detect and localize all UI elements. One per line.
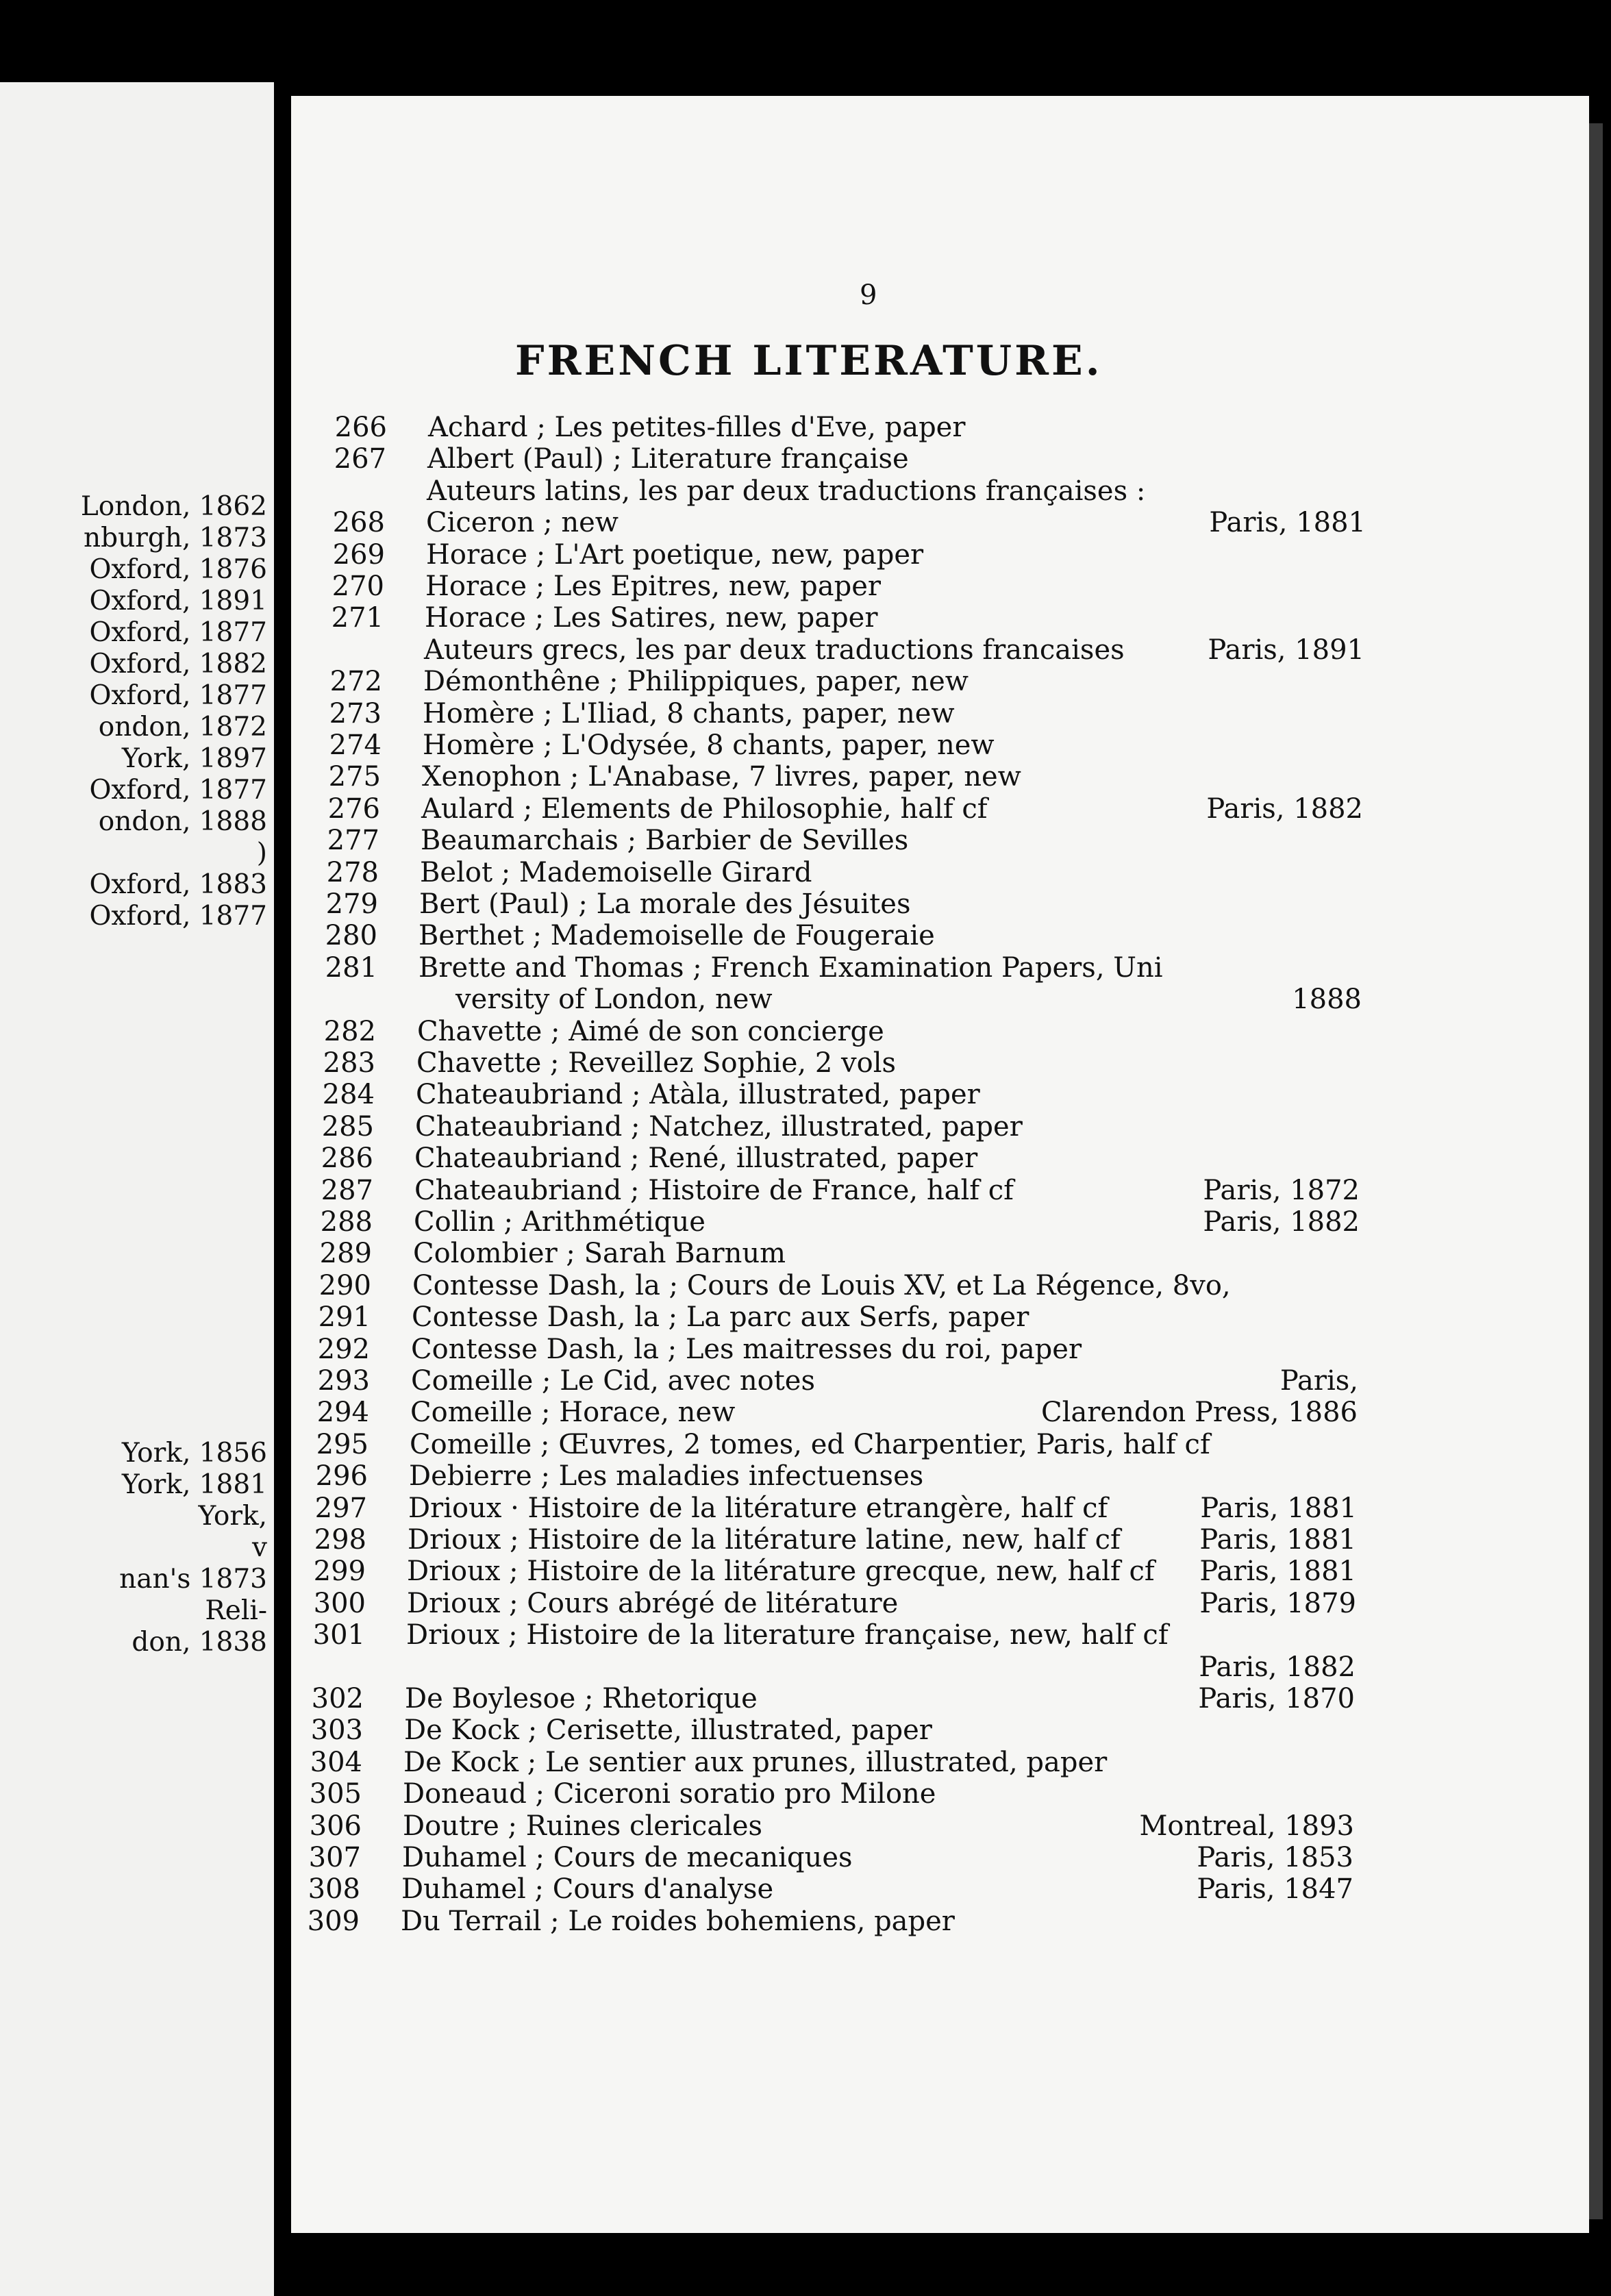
entry-publication: Paris, 1853 <box>1197 1842 1353 1873</box>
previous-page-line: London, 1862 <box>80 491 267 522</box>
entry-text: Contesse Dash, la ; La parc aux Serfs, paper <box>412 1301 1029 1333</box>
entry-publication: Montreal, 1893 <box>1139 1810 1354 1842</box>
previous-page-line: Oxford, 1877 <box>89 680 267 711</box>
previous-page-line: Oxford, 1877 <box>89 901 267 932</box>
entry-text: Collin ; Arithmétique <box>414 1206 705 1238</box>
entry-number: 303 <box>310 1714 363 1746</box>
previous-page-line: ondon, 1872 <box>98 712 267 743</box>
entry-number: 292 <box>317 1334 370 1365</box>
entry-text: Debierre ; Les maladies infectuenses <box>409 1460 924 1492</box>
entry-text: Horace ; Les Epitres, new, paper <box>425 571 882 602</box>
entry-number: 275 <box>328 761 381 793</box>
entry-text: Drioux ; Histoire de la litérature latine, new, half cf <box>408 1524 1121 1556</box>
entry-text: versity of London, new <box>455 984 773 1015</box>
entry-text: Brette and Thomas ; French Examination Papers, Uni <box>419 952 1163 984</box>
entry-text: Homère ; L'Odysée, 8 chants, paper, new <box>423 729 995 761</box>
entry-publication: Paris, 1881 <box>1199 1524 1356 1556</box>
entry-text: Chavette ; Reveillez Sophie, 2 vols <box>416 1047 897 1079</box>
entry-text: Ciceron ; new <box>426 507 619 538</box>
entry-publication: Paris, 1882 <box>1199 1651 1356 1683</box>
entry-number: 269 <box>332 539 385 571</box>
entry-publication: Paris, 1882 <box>1203 1206 1360 1238</box>
entry-number: 302 <box>311 1683 364 1714</box>
entry-publication: Paris, 1891 <box>1208 634 1364 666</box>
entry-text: Auteurs latins, les par deux traductions françaises : <box>427 475 1146 507</box>
entry-number: 306 <box>309 1810 362 1842</box>
entry-number: 299 <box>313 1556 366 1587</box>
entry-text: De Kock ; Cerisette, illustrated, paper <box>404 1714 932 1746</box>
entry-publication: Paris, 1881 <box>1209 507 1366 538</box>
entry-number: 288 <box>320 1206 373 1238</box>
entry-number: 296 <box>315 1460 368 1492</box>
entry-number: 276 <box>327 793 380 825</box>
entry-text: Doneaud ; Ciceroni soratio pro Milone <box>403 1778 936 1810</box>
entry-publication: Paris, 1881 <box>1199 1556 1356 1587</box>
previous-page-line: Reli- <box>205 1595 267 1626</box>
entry-number: 271 <box>331 602 384 634</box>
entry-publication: Paris, 1882 <box>1206 793 1363 825</box>
entry-number: 273 <box>329 698 382 729</box>
entry-number: 309 <box>307 1906 360 1937</box>
entry-number: 298 <box>314 1524 366 1556</box>
entry-number: 307 <box>308 1842 361 1873</box>
entry-text: Chateaubriand ; Atàla, illustrated, paper <box>416 1079 980 1110</box>
entry-text: Comeille ; Œuvres, 2 tomes, ed Charpentier, Paris, half cf <box>410 1429 1210 1460</box>
entry-publication: Clarendon Press, 1886 <box>1041 1397 1358 1428</box>
entry-number: 277 <box>327 825 379 856</box>
entry-number: 308 <box>308 1873 360 1905</box>
entry-text: Comeille ; Horace, new <box>410 1397 736 1428</box>
entry-number: 287 <box>321 1175 373 1206</box>
entry-number: 304 <box>310 1747 362 1778</box>
entry-text: Beaumarchais ; Barbier de Sevilles <box>421 825 909 856</box>
entry-number: 301 <box>312 1619 365 1651</box>
entry-text: Xenophon ; L'Anabase, 7 livres, paper, new <box>422 761 1021 793</box>
entry-text: Chateaubriand ; Natchez, illustrated, paper <box>415 1111 1023 1143</box>
entry-number: 282 <box>323 1016 376 1047</box>
entry-text: Achard ; Les petites-filles d'Eve, paper <box>428 412 966 443</box>
entry-text: Chavette ; Aimé de son concierge <box>417 1016 884 1047</box>
entry-text: Duhamel ; Cours d'analyse <box>401 1873 774 1905</box>
entry-number: 274 <box>329 729 382 761</box>
previous-page-line: York, 1856 <box>121 1438 267 1469</box>
entry-text: Du Terrail ; Le roides bohemiens, paper <box>401 1906 955 1937</box>
entry-number: 266 <box>334 412 387 443</box>
page-edge-shadow <box>1589 123 1603 2219</box>
entry-text: Horace ; Les Satires, new, paper <box>425 602 878 634</box>
entry-number: 279 <box>325 888 378 920</box>
previous-page-line: York, 1881 <box>121 1469 267 1500</box>
entry-publication: Paris, 1881 <box>1200 1493 1357 1524</box>
entry-text: Horace ; L'Art poetique, new, paper <box>426 539 924 571</box>
entry-publication: Paris, 1879 <box>1199 1588 1356 1619</box>
entry-text: Drioux ; Cours abrégé de litérature <box>407 1588 899 1619</box>
entry-number: 272 <box>329 666 382 697</box>
previous-page-line: v <box>251 1532 267 1563</box>
entry-publication: 1888 <box>1292 984 1362 1015</box>
entry-text: Duhamel ; Cours de mecaniques <box>402 1842 853 1873</box>
previous-page-line: Oxford, 1877 <box>89 617 267 648</box>
entry-number: 290 <box>319 1270 371 1301</box>
entry-text: Belot ; Mademoiselle Girard <box>420 857 812 888</box>
entry-number: 294 <box>316 1397 369 1428</box>
entry-publication: Paris, 1870 <box>1198 1683 1355 1714</box>
entry-number: 283 <box>323 1047 375 1079</box>
entry-number: 300 <box>313 1588 366 1619</box>
entry-number: 289 <box>319 1238 372 1269</box>
entry-text: De Kock ; Le sentier aux prunes, illustrated, paper <box>403 1747 1108 1778</box>
entry-text: Colombier ; Sarah Barnum <box>413 1238 786 1269</box>
previous-page-line: Oxford, 1876 <box>89 554 267 585</box>
entry-publication: Paris, 1872 <box>1203 1175 1360 1206</box>
entry-number: 295 <box>316 1429 369 1460</box>
previous-page-line: Oxford, 1882 <box>89 649 267 679</box>
previous-page-fragment <box>0 82 274 2296</box>
entry-text: Homère ; L'Iliad, 8 chants, paper, new <box>423 698 955 729</box>
entry-text: Albert (Paul) ; Literature française <box>427 443 909 475</box>
entry-text: Aulard ; Elements de Philosophie, half cf <box>421 793 988 825</box>
entry-publication: Paris, <box>1279 1365 1358 1397</box>
previous-page-line: ondon, 1888 <box>98 806 267 837</box>
entry-publication: Paris, 1847 <box>1197 1873 1353 1905</box>
previous-page-line: Oxford, 1877 <box>89 775 267 806</box>
entry-number: 293 <box>317 1365 370 1397</box>
entry-number: 278 <box>326 857 379 888</box>
entry-text: Drioux · Histoire de la litérature etrangère, half cf <box>408 1493 1108 1524</box>
entry-text: Comeille ; Le Cid, avec notes <box>411 1365 815 1397</box>
previous-page-line: ) <box>256 838 267 869</box>
entry-number: 268 <box>332 507 385 538</box>
entry-number: 270 <box>332 571 384 602</box>
entry-text: Berthet ; Mademoiselle de Fougeraie <box>419 920 935 951</box>
entry-text: Drioux ; Histoire de la literature française, new, half cf <box>406 1619 1169 1651</box>
entry-text: Contesse Dash, la ; Cours de Louis XV, et La Régence, 8vo, <box>412 1270 1231 1301</box>
previous-page-line: York, <box>198 1501 267 1532</box>
entry-text: Chateaubriand ; René, illustrated, paper <box>414 1143 978 1174</box>
entry-number: 285 <box>321 1111 374 1143</box>
entry-number: 267 <box>334 443 386 475</box>
entry-number: 305 <box>309 1778 362 1810</box>
entry-text: Bert (Paul) ; La morale des Jésuites <box>419 888 911 920</box>
entry-number: 284 <box>322 1079 375 1110</box>
previous-page-line: nan's 1873 <box>119 1564 267 1595</box>
entry-number: 297 <box>314 1493 367 1524</box>
entry-text: Démonthêne ; Philippiques, paper, new <box>423 666 969 697</box>
previous-page-line: York, 1897 <box>121 743 267 774</box>
entry-number: 280 <box>325 920 377 951</box>
entry-text: De Boylesoe ; Rhetorique <box>405 1683 758 1714</box>
entry-text: Chateaubriand ; Histoire de France, half cf <box>414 1175 1014 1206</box>
entry-text: Drioux ; Histoire de la litérature grecque, new, half cf <box>407 1556 1155 1587</box>
entry-text: Contesse Dash, la ; Les maitresses du roi, paper <box>411 1334 1082 1365</box>
entry-number: 281 <box>325 952 377 984</box>
previous-page-line: Oxford, 1891 <box>89 586 267 616</box>
entry-number: 291 <box>318 1301 371 1333</box>
previous-page-line: nburgh, 1873 <box>84 523 267 553</box>
entry-text: Doutre ; Ruines clericales <box>403 1810 763 1842</box>
page-number: 9 <box>860 279 877 311</box>
section-title: FRENCH LITERATURE. <box>515 337 1103 385</box>
previous-page-line: Oxford, 1883 <box>89 869 267 900</box>
entry-number: 286 <box>321 1143 373 1174</box>
entry-text: Auteurs grecs, les par deux traductions francaises <box>424 634 1125 666</box>
previous-page-line: don, 1838 <box>132 1627 267 1658</box>
